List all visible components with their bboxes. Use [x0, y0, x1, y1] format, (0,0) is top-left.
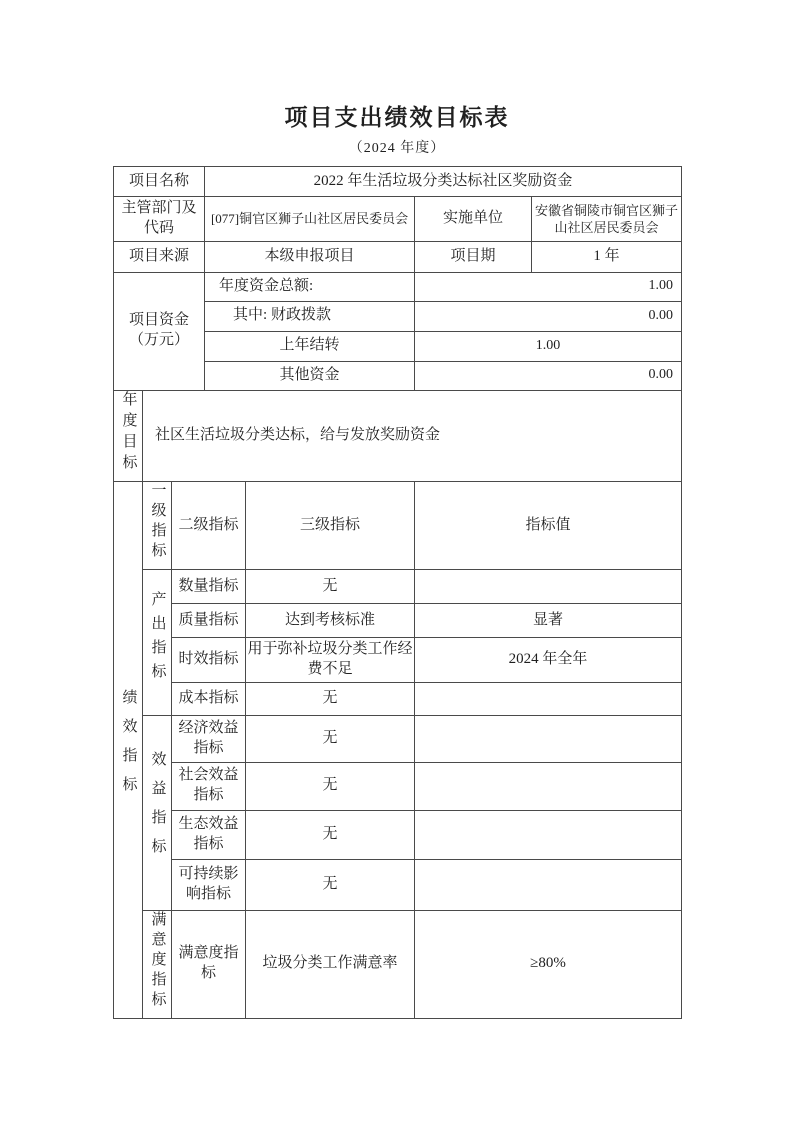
- fund-other-label: 其他资金: [205, 361, 415, 390]
- fund-fiscal-label: 其中: 财政拨款: [205, 301, 415, 331]
- row-social-benefit: [114, 762, 682, 810]
- department-value: [077]铜官区狮子山社区居民委员会: [205, 197, 415, 242]
- row-satisfaction: [114, 910, 682, 1018]
- row-project-name: [114, 167, 682, 197]
- indicator-value: [415, 715, 682, 762]
- row-indicator-header: [114, 482, 682, 570]
- indicator-level3: 无: [246, 570, 415, 604]
- indicator-value: ≥80%: [415, 910, 682, 1018]
- satisfaction-group-label: 满意度指标: [149, 910, 166, 1011]
- header-value: 指标值: [415, 482, 682, 570]
- benefit-group-label-cell: [143, 715, 172, 910]
- indicator-level2: 社会效益指标: [172, 762, 246, 810]
- header-level2: 二级指标: [172, 482, 246, 570]
- project-source-value: 本级申报项目: [205, 241, 415, 272]
- project-name-label: 项目名称: [114, 167, 205, 197]
- indicator-value: [415, 682, 682, 715]
- row-cost-indicator: [114, 682, 682, 715]
- indicator-value: [415, 570, 682, 604]
- indicator-level3: 垃圾分类工作满意率: [246, 910, 415, 1018]
- row-department: [114, 197, 682, 242]
- header-level1-cell: [143, 482, 172, 570]
- page-title: 项目支出绩效目标表: [284, 105, 510, 130]
- department-label: 主管部门及代码: [114, 197, 205, 242]
- performance-indicator-label-cell: [114, 482, 143, 1018]
- output-group-label: 产出指标: [149, 591, 166, 688]
- benefit-group-label: 效益指标: [149, 751, 166, 868]
- indicator-level3: 达到考核标准: [246, 604, 415, 638]
- indicator-value: [415, 810, 682, 859]
- annual-goal-value: 社区生活垃圾分类达标，给与发放奖励资金: [143, 390, 682, 482]
- row-ecological-benefit: [114, 810, 682, 859]
- fund-fiscal-value: 0.00: [415, 301, 682, 331]
- fund-total-value: 1.00: [415, 272, 682, 301]
- row-timeliness-indicator: [114, 638, 682, 683]
- performance-indicator-label: 绩效指标: [120, 688, 137, 805]
- indicator-level2: 时效指标: [172, 638, 246, 683]
- performance-target-table: [113, 166, 682, 1019]
- row-quality-indicator: [114, 604, 682, 638]
- row-sustainability: [114, 859, 682, 910]
- indicator-level3: 用于弥补垃圾分类工作经费不足: [246, 638, 415, 683]
- indicator-value: 2024 年全年: [415, 638, 682, 683]
- row-project-source: [114, 241, 682, 272]
- annual-goal-label: 年度目标: [120, 390, 137, 475]
- indicator-level2: 质量指标: [172, 604, 246, 638]
- indicator-level2: 可持续影响指标: [172, 859, 246, 910]
- indicator-level3: 无: [246, 715, 415, 762]
- indicator-level2: 成本指标: [172, 682, 246, 715]
- header-level1: 一级指标: [149, 482, 166, 563]
- indicator-level2: 生态效益指标: [172, 810, 246, 859]
- indicator-value: [415, 762, 682, 810]
- indicator-level2: 满意度指标: [172, 910, 246, 1018]
- indicator-value: 显著: [415, 604, 682, 638]
- fund-other-value: 0.00: [415, 361, 682, 390]
- row-fund-total: [114, 272, 682, 301]
- funds-label: 项目资金（万元）: [114, 272, 205, 390]
- impl-unit-label: 实施单位: [415, 197, 532, 242]
- indicator-level2: 数量指标: [172, 570, 246, 604]
- row-quantity-indicator: [114, 570, 682, 604]
- header-level3: 三级指标: [246, 482, 415, 570]
- row-annual-goal: [114, 390, 682, 482]
- page-subtitle: （2024 年度）: [348, 141, 446, 156]
- fund-carryover-label: 上年结转: [205, 331, 415, 361]
- fund-carryover-value: 1.00: [415, 331, 682, 361]
- indicator-level3: 无: [246, 682, 415, 715]
- project-period-label: 项目期: [415, 241, 532, 272]
- impl-unit-value: 安徽省铜陵市铜官区狮子山社区居民委员会: [532, 197, 682, 242]
- project-source-label: 项目来源: [114, 241, 205, 272]
- output-group-label-cell: [143, 570, 172, 716]
- annual-goal-label-cell: [114, 390, 143, 482]
- indicator-level3: 无: [246, 859, 415, 910]
- indicator-level3: 无: [246, 762, 415, 810]
- project-period-value: 1 年: [532, 241, 682, 272]
- row-economic-benefit: [114, 715, 682, 762]
- indicator-level3: 无: [246, 810, 415, 859]
- indicator-level2: 经济效益指标: [172, 715, 246, 762]
- indicator-value: [415, 859, 682, 910]
- project-name-value: 2022 年生活垃圾分类达标社区奖励资金: [205, 167, 682, 197]
- satisfaction-group-label-cell: [143, 910, 172, 1018]
- fund-total-label: 年度资金总额:: [205, 272, 415, 301]
